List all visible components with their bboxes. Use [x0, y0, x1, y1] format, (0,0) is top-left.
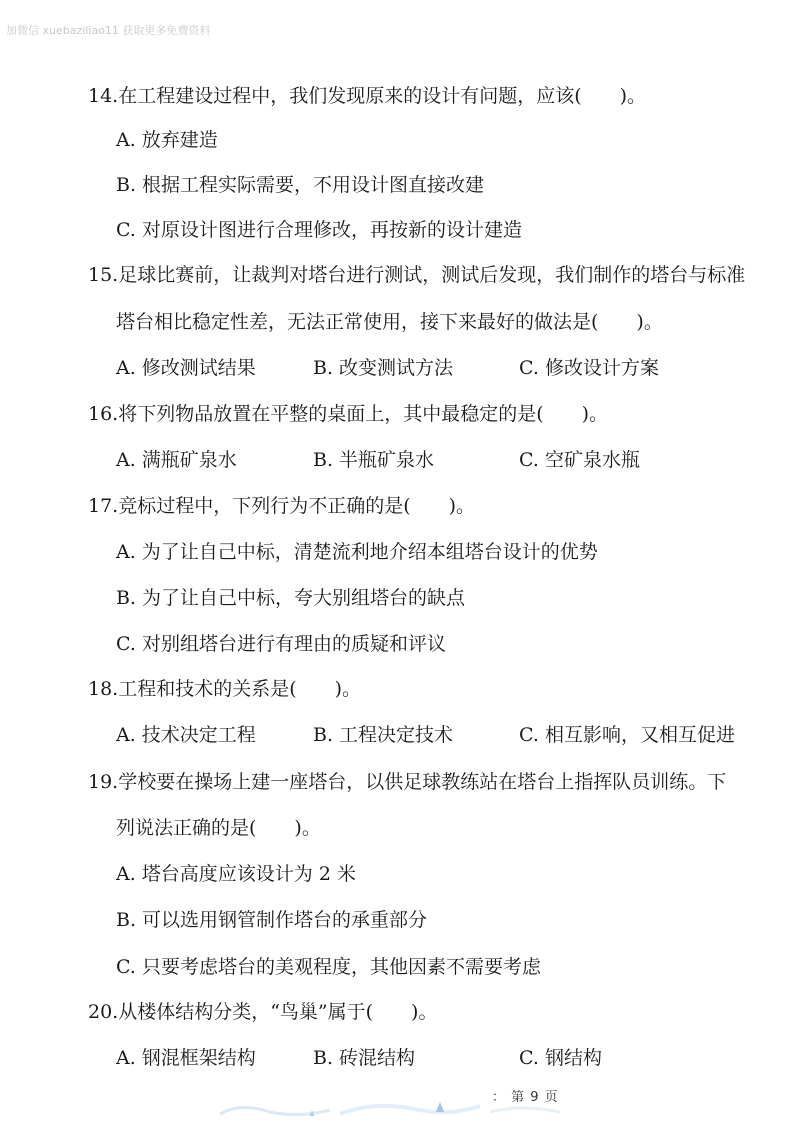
option-c: C. 空矿泉水瓶: [519, 449, 640, 471]
option-b: B. 可以选用钢管制作塔台的承重部分: [116, 909, 428, 931]
option-c: C. 只要考虑塔台的美观程度，其他因素不需要考虑: [116, 956, 541, 978]
question-number: 16.: [88, 403, 119, 425]
question-number: 17.: [88, 495, 119, 517]
question-15: [88, 263, 745, 287]
question-stem: 竞标过程中，下列行为不正确的是( )。: [118, 495, 476, 517]
option-b: B. 工程决定技术: [313, 724, 454, 746]
question-number: 18.: [88, 678, 119, 700]
question-stem: 足球比赛前，让裁判对塔台进行测试，测试后发现，我们制作的塔台与标准: [118, 264, 746, 286]
option-a: A. 技术决定工程: [116, 724, 256, 746]
question-number: 15.: [88, 264, 119, 286]
question-16: [88, 402, 608, 426]
question-19: [88, 770, 726, 794]
option-a: A. 为了让自己中标，清楚流利地介绍本组塔台设计的优势: [116, 541, 598, 563]
question-17: [88, 494, 475, 518]
option-a: A. 修改测试结果: [116, 357, 256, 379]
option-b: B. 根据工程实际需要，不用设计图直接改建: [116, 174, 485, 196]
option-c: C. 钢结构: [519, 1047, 602, 1069]
option-b: B. 半瓶矿泉水: [313, 449, 435, 471]
footer-prefix: ：: [492, 1090, 507, 1105]
option-c: C. 对原设计图进行合理修改，再按新的设计建造: [116, 219, 522, 241]
question-stem: 从楼体结构分类，“鸟巢”属于( )。: [118, 1001, 438, 1023]
option-b: B. 改变测试方法: [313, 357, 454, 379]
option-c: C. 对别组塔台进行有理由的质疑和评议: [116, 633, 446, 655]
question-stem: 将下列物品放置在平整的桌面上，其中最稳定的是( )。: [118, 403, 609, 425]
question-number: 14.: [88, 85, 119, 107]
watermark-text: 加微信 xuebaziliao11 获取更多免费资料: [6, 24, 211, 37]
option-a: A. 钢混框架结构: [116, 1047, 256, 1069]
question-stem: 在工程建设过程中，我们发现原来的设计有问题，应该( )。: [118, 85, 647, 107]
page-footer: [492, 1086, 559, 1105]
question-18: [88, 677, 361, 701]
question-stem-continued: 塔台相比稳定性差，无法正常使用，接下来最好的做法是( )。: [116, 311, 663, 333]
question-14: [88, 84, 646, 108]
question-stem: 工程和技术的关系是( )。: [118, 678, 362, 700]
option-c: C. 相互影响，又相互促进: [519, 724, 735, 746]
question-20: [88, 1000, 437, 1024]
option-a: A. 塔台高度应该设计为 2 米: [116, 863, 356, 885]
option-a: A. 满瓶矿泉水: [116, 449, 237, 471]
question-stem: 学校要在操场上建一座塔台，以供足球教练站在塔台上指挥队员训练。下: [118, 771, 727, 793]
question-number: 20.: [88, 1001, 119, 1023]
question-stem-continued: 列说法正确的是( )。: [116, 817, 321, 839]
option-b: B. 为了让自己中标，夸大别组塔台的缺点: [116, 587, 466, 609]
page-number: 第 9 页: [511, 1090, 559, 1105]
question-number: 19.: [88, 771, 119, 793]
option-b: B. 砖混结构: [313, 1047, 416, 1069]
option-a: A. 放弃建造: [116, 129, 218, 151]
option-c: C. 修改设计方案: [519, 357, 659, 379]
